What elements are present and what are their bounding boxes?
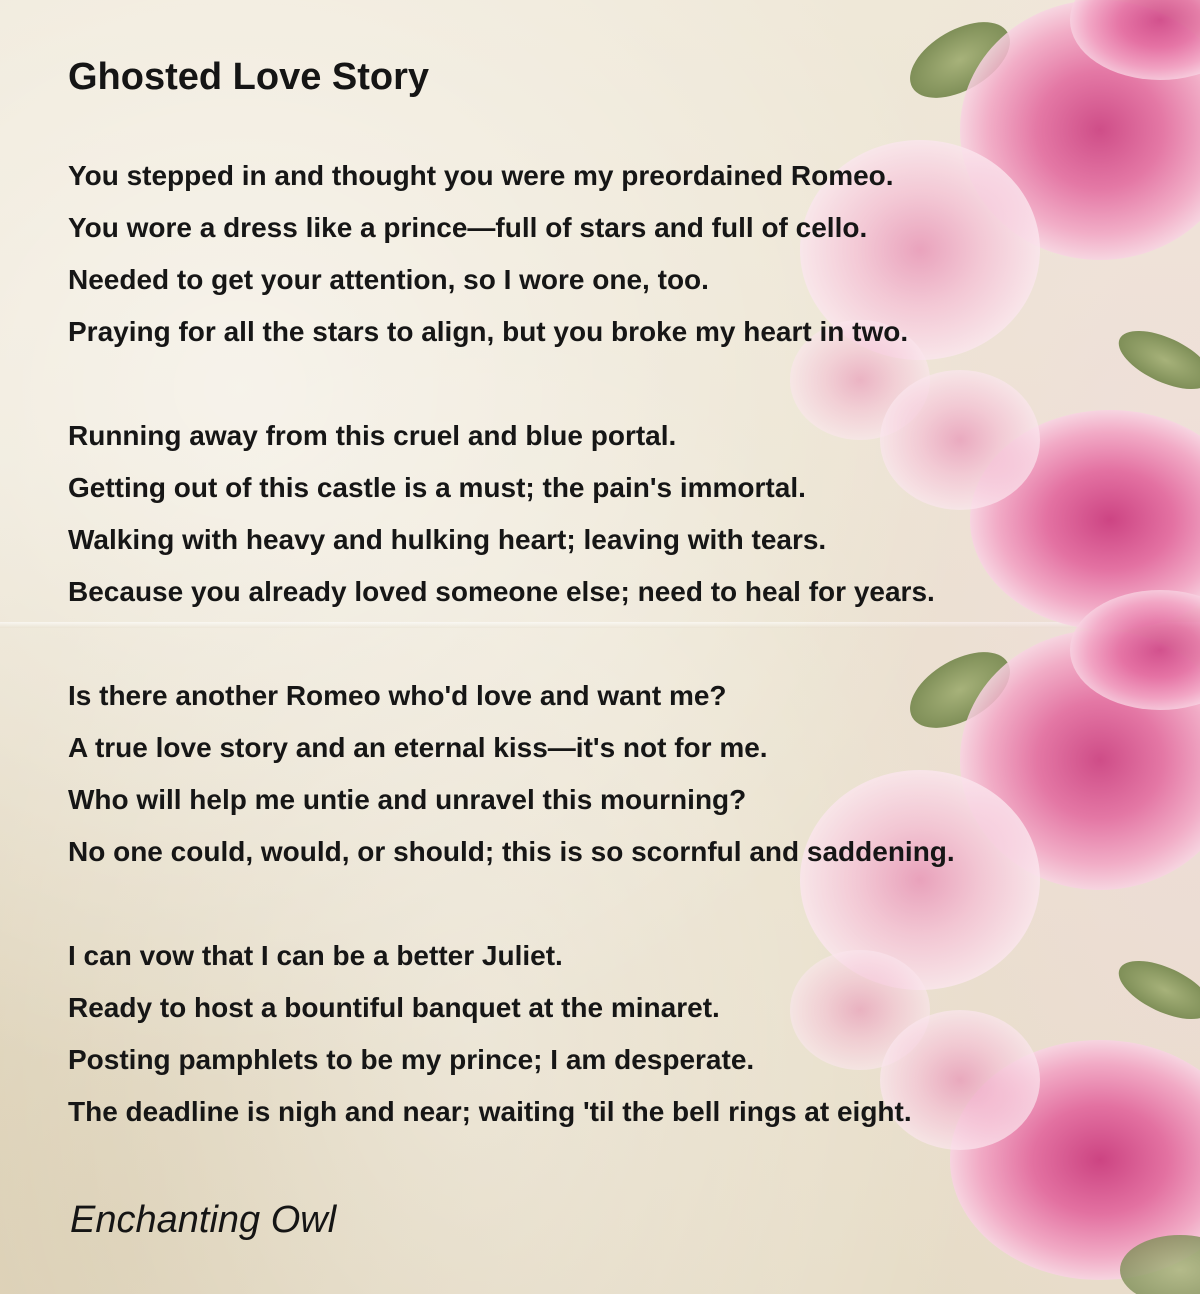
- poem-line: Needed to get your attention, so I wore one, too.: [68, 264, 709, 295]
- stanza-3: [68, 670, 1178, 878]
- poem-line: Because you already loved someone else; need to heal for years.: [68, 576, 935, 607]
- poem-line: Praying for all the stars to align, but you broke my heart in two.: [68, 316, 909, 347]
- stanza-2: [68, 410, 1178, 618]
- poem-title: Ghosted Love Story: [68, 56, 430, 98]
- poem-line: Posting pamphlets to be my prince; I am desperate.: [68, 1044, 755, 1075]
- poem-author: Enchanting Owl: [70, 1199, 337, 1241]
- stanza-1: [68, 150, 1178, 358]
- stanza-4: [68, 930, 1178, 1138]
- poem-line: Running away from this cruel and blue portal.: [68, 420, 677, 451]
- poem-line: You wore a dress like a prince—full of stars and full of cello.: [68, 212, 868, 243]
- poem-line: You stepped in and thought you were my preordained Romeo.: [68, 160, 894, 191]
- poem-line: The deadline is nigh and near; waiting 'til the bell rings at eight.: [68, 1096, 912, 1127]
- poem-line: Ready to host a bountiful banquet at the minaret.: [68, 992, 720, 1023]
- poem-line: I can vow that I can be a better Juliet.: [68, 940, 563, 971]
- poem-line: Walking with heavy and hulking heart; leaving with tears.: [68, 524, 827, 555]
- poem-body: [68, 150, 1178, 1190]
- poem-line: A true love story and an eternal kiss—it's not for me.: [68, 732, 768, 763]
- poem-line: Getting out of this castle is a must; the pain's immortal.: [68, 472, 806, 503]
- poem-line: No one could, would, or should; this is so scornful and saddening.: [68, 836, 955, 867]
- poem-line: Is there another Romeo who'd love and want me?: [68, 680, 727, 711]
- poem-line: Who will help me untie and unravel this mourning?: [68, 784, 747, 815]
